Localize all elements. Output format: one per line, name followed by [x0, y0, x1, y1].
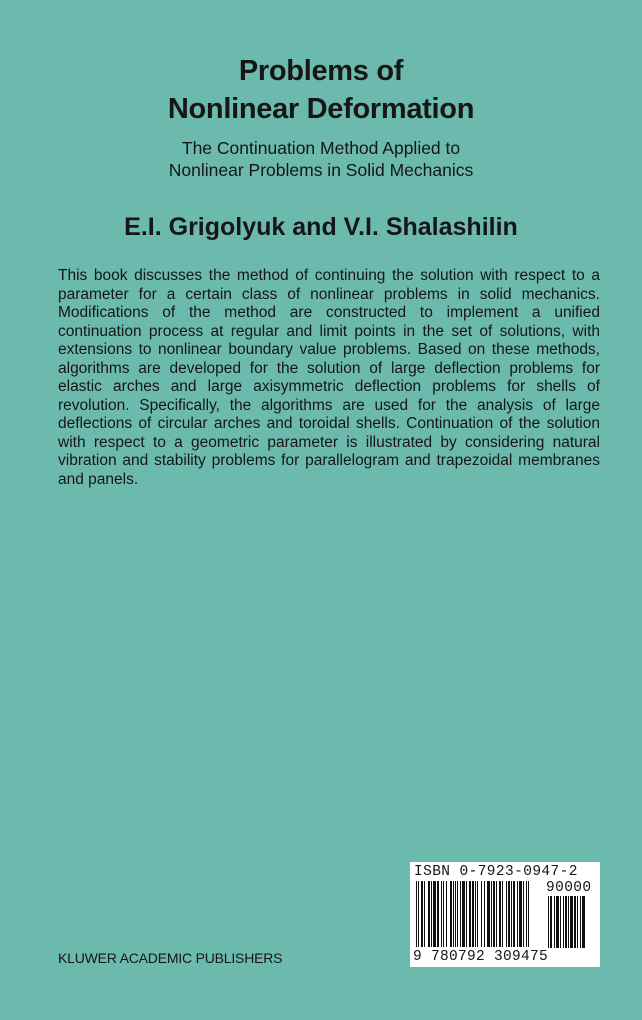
barcode-bar: [446, 881, 447, 947]
barcode-bar: [416, 881, 417, 947]
barcode-bar: [450, 881, 452, 947]
barcode-bar: [554, 896, 555, 948]
addon-digits: 90000: [546, 880, 592, 896]
barcode-bar: [443, 881, 444, 947]
barcode-bar: [574, 896, 576, 948]
barcode-bar: [506, 881, 507, 947]
barcode-bar: [433, 881, 436, 947]
barcode-bar: [472, 881, 474, 947]
barcode-bar: [511, 881, 512, 947]
isbn-barcode: [410, 862, 600, 967]
barcode-bar: [565, 896, 567, 948]
barcode-bar: [580, 896, 581, 948]
barcode-bar: [550, 896, 552, 948]
barcode-bar: [502, 881, 503, 947]
barcode-bar: [428, 881, 430, 947]
title-line-1: Problems of: [238, 55, 404, 87]
barcode-bar: [493, 881, 495, 947]
book-title: [0, 52, 642, 128]
barcode-bar: [560, 896, 561, 948]
barcode-bar: [437, 881, 439, 947]
barcode-bar: [508, 881, 510, 947]
barcode-bar: [491, 881, 492, 947]
addon-barcode-bars: [546, 896, 596, 949]
barcode-bar: [496, 881, 497, 947]
ean-barcode-bars: [414, 881, 542, 949]
barcode-bar: [455, 881, 456, 947]
barcode-bar: [453, 881, 454, 947]
barcode-bar: [577, 896, 578, 948]
barcode-bar: [548, 896, 549, 948]
barcode-bar: [475, 881, 476, 947]
book-subtitle: [0, 137, 642, 181]
barcode-bar: [441, 881, 442, 947]
barcode-bar: [457, 881, 458, 947]
barcode-bar: [477, 881, 478, 947]
barcode-bar: [460, 881, 461, 947]
barcode-bar: [570, 896, 573, 948]
barcode-bar: [582, 896, 585, 948]
authors: E.I. Grigolyuk and V.I. Shalashilin: [124, 213, 518, 241]
barcode-bar: [431, 881, 432, 947]
ean-digits: 9 780792 309475: [413, 949, 549, 965]
title-line-2: Nonlinear Deformation: [167, 93, 475, 125]
barcode-bar: [462, 881, 465, 947]
barcode-bar: [568, 896, 569, 948]
barcode-bar: [513, 881, 515, 947]
barcode-bar: [517, 881, 518, 947]
barcode-bar: [481, 881, 482, 947]
isbn-text: ISBN 0-7923-0947-2: [414, 864, 578, 880]
subtitle-line-1: The Continuation Method Applied to: [181, 138, 461, 158]
barcode-bar: [499, 881, 501, 947]
barcode-bar: [469, 881, 471, 947]
barcode-bar: [519, 881, 522, 947]
barcode-bar: [526, 881, 527, 947]
barcode-bar: [424, 881, 425, 947]
barcode-bar: [528, 881, 529, 947]
book-description: This book discusses the method of continuing the solution with respect to a parameter for a certain class of nonlinear problems in solid mechanics. Modifications of the method are constructed to implement a unified continuation process at regular and limit points in the set of solutions, with extensions to nonlinear boundary value problems. Based on these methods, algorithms are developed for the solution of large deflection problems for elastic arches and large axisymmetric deflection problems for shells of revolution. Specifically, the algorithms are used for the analysis of large deflections of circular arches and toroidal shells. Continuation of the solution with respect to a geometric parameter is illustrated by considering natural vibration and stability problems for parallelogram and trapezoidal membranes and panels.: [58, 267, 600, 488]
barcode-bar: [418, 881, 419, 947]
publisher-name: KLUWER ACADEMIC PUBLISHERS: [58, 950, 283, 966]
barcode-bar: [563, 896, 564, 948]
barcode-bar: [484, 881, 485, 947]
barcode-bar: [523, 881, 524, 947]
barcode-bar: [421, 881, 423, 947]
barcode-bar: [466, 881, 467, 947]
barcode-bar: [487, 881, 490, 947]
barcode-bar: [556, 896, 559, 948]
subtitle-line-2: Nonlinear Problems in Solid Mechanics: [168, 160, 474, 180]
